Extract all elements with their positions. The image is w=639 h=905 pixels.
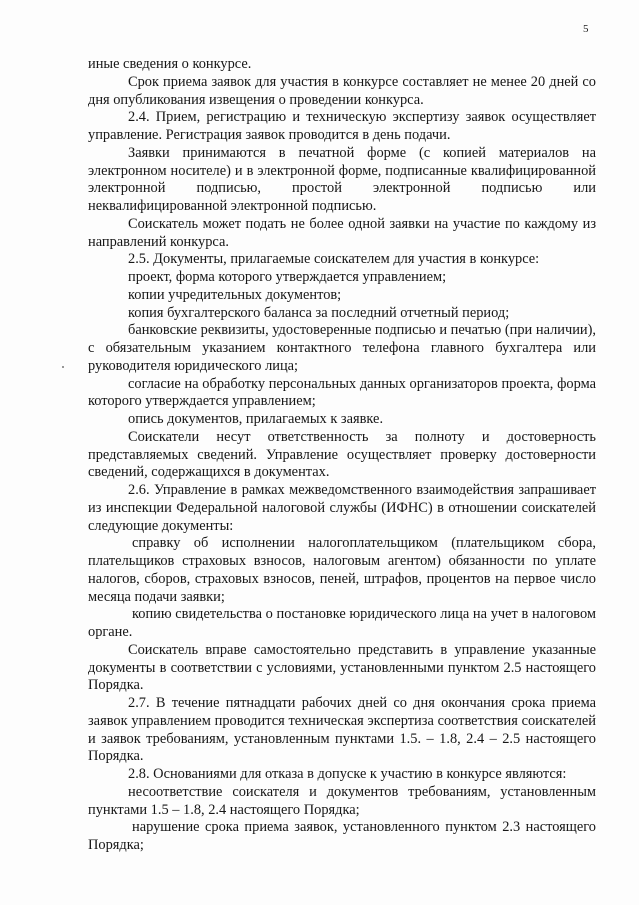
paragraph: 2.5. Документы, прилагаемые соискателем для участия в конкурсе: <box>128 251 540 268</box>
list-item: несоответствие соискателя и документов требованиям, установленным пунктами 1.5 – 1.8, 2.4 настоящего Порядка; <box>88 783 596 818</box>
list-item: копию свидетельства о постановке юридического лица на учет в налоговом органе. <box>88 606 596 640</box>
list-item: копия бухгалтерского баланса за последний отчетный период; <box>128 304 510 321</box>
paragraph: 2.7. В течение пятнадцати рабочих дней со дня окончания срока приема заявок управлением проводится техническая экспертиза соответствия соискателей и заявок требованиям, установленным пунктами 1.5. – 1.8, 2.4 – 2.5 настоящего Порядка. <box>88 695 596 765</box>
list-item: проект, форма которого утверждается управлением; <box>128 269 447 285</box>
list-item: банковские реквизиты, удостоверенные подписью и печатью (при наличии), с обязательным указанием контактного телефона главного бухгалтера или руководителя юридического лица; <box>88 322 596 374</box>
paragraph: иные сведения о конкурсе. <box>88 56 252 72</box>
paragraph: 2.6. Управление в рамках межведомственного взаимодействия запрашивает из инспекции Федеральной налоговой службы (ИФНС) в отношении соискателей следующие документы: <box>88 482 596 534</box>
list-item: справку об исполнении налогоплательщиком (плательщиком сбора, плательщиков страховых взносов, налоговым агентом) обязанности по уплате налогов, сборов, страховых взносов, пеней, штрафов, процентов на первое число месяца подачи заявки; <box>88 535 596 605</box>
list-item: нарушение срока приема заявок, установленного пунктом 2.3 настоящего Порядка; <box>88 819 596 853</box>
scan-speck <box>62 366 64 368</box>
paragraph: 2.8. Основаниями для отказа в допуске к участию в конкурсе являются: <box>128 766 567 782</box>
paragraph: Соискатели несут ответственность за полноту и достоверность представляемых сведений. Управление осуществляет проверку достоверности сведений, содержащихся в документах. <box>88 428 596 481</box>
list-item: согласие на обработку персональных данных организаторов проекта, форма которого утверждается управлением; <box>88 375 596 410</box>
paragraph: Заявки принимаются в печатной форме (с копией материалов на электронном носителе) и в электронной форме, подписанные квалифицированной электронной подписью, простой электронной подписью или неквалифицированной электронной подписью. <box>88 144 596 214</box>
paragraph: Соискатель может подать не более одной заявки на участие по каждому из направлений конкурса. <box>88 215 596 250</box>
list-item: опись документов, прилагаемых к заявке. <box>128 411 384 427</box>
paragraph: Соискатель вправе самостоятельно представить в управление указанные документы в соответствии с условиями, установленными пунктом 2.5 настоящего Порядка. <box>88 641 596 694</box>
document-body <box>88 56 596 855</box>
page-number: 5 <box>583 23 589 35</box>
list-item: копии учредительных документов; <box>128 286 342 303</box>
paragraph: Срок приема заявок для участия в конкурсе составляет не менее 20 дней со дня опубликования извещения о проведении конкурса. <box>88 73 596 108</box>
paragraph: 2.4. Прием, регистрацию и техническую экспертизу заявок осуществляет управление. Регистрация заявок проводится в день подачи. <box>88 109 596 143</box>
